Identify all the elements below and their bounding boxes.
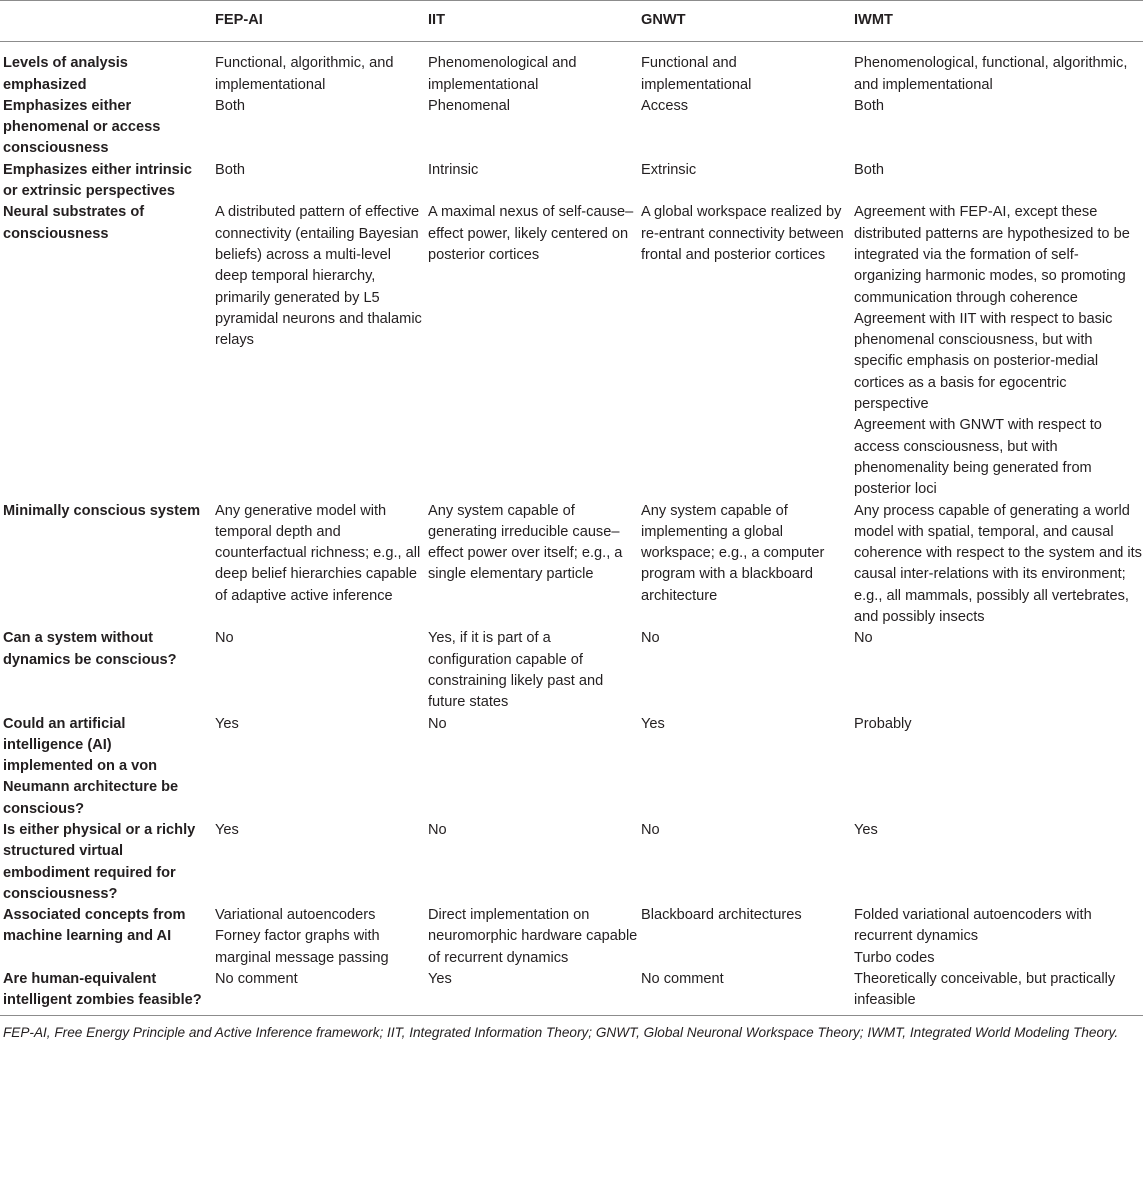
cell-gnwt [638, 202, 851, 500]
cell-fep-ai [212, 96, 425, 160]
table-header [0, 1, 1143, 42]
cell-iit [425, 628, 638, 713]
cell-fep-ai [212, 820, 425, 905]
cell-iit [425, 42, 638, 96]
cell-iwmt [851, 969, 1143, 1015]
cell-text: Functional, algorithmic, and implementational [215, 55, 394, 93]
cell-text: No [215, 630, 234, 647]
cell-iwmt [851, 42, 1143, 96]
cell-gnwt [638, 820, 851, 905]
cell-iit [425, 96, 638, 160]
header-row [0, 1, 1143, 42]
row-label: Emphasizes either phenomenal or access consciousness [3, 97, 161, 157]
cell-text: Yes [215, 821, 239, 838]
row-label: Is either physical or a richly structured virtual embodiment required for consciousness? [3, 821, 196, 902]
table-row [0, 628, 1143, 713]
cell-text: Both [854, 97, 885, 114]
row-label: Neural substrates of consciousness [3, 204, 145, 242]
cell-text: Yes [854, 821, 878, 838]
table-row [0, 42, 1143, 96]
cell-fep-ai [212, 42, 425, 96]
header-cell-iwmt: IWMT [851, 1, 1143, 42]
cell-text: Phenomenological, functional, algorithmic, and implementational [854, 55, 1128, 93]
cell-text: Probably [854, 715, 912, 732]
row-label: Can a system without dynamics be conscious? [3, 630, 177, 668]
cell-text: No [641, 630, 660, 647]
table-row [0, 202, 1143, 500]
cell-text: Yes, if it is part of a configuration capable of constraining likely past and future states [428, 630, 604, 711]
cell-iit [425, 905, 638, 969]
cell-text: A global workspace realized by re-entrant connectivity between frontal and posterior cortices [641, 204, 844, 263]
cell-gnwt [638, 96, 851, 160]
cell-text: Any system capable of implementing a global workspace; e.g., a computer program with a blackboard architecture [641, 502, 825, 604]
cell-fep-ai [212, 160, 425, 203]
table-row [0, 905, 1143, 969]
header-cell-fep-ai: FEP-AI [212, 1, 425, 42]
cell-gnwt [638, 628, 851, 713]
cell-text: No [641, 821, 660, 838]
cell-gnwt [638, 714, 851, 820]
cell-text: Both [215, 97, 246, 114]
header-cell-gnwt: GNWT [638, 1, 851, 42]
cell-text: Blackboard architectures [641, 907, 802, 924]
cell-iwmt [851, 628, 1143, 713]
cell-text: Phenomenological and implementational [428, 55, 577, 93]
cell-text: Yes [641, 715, 665, 732]
table-row [0, 820, 1143, 905]
cell-text: No [428, 821, 447, 838]
cell-text: Agreement with GNWT with respect to access consciousness, but with phenomenality being generated from posterior loci [854, 417, 1102, 498]
cell-fep-ai [212, 628, 425, 713]
table-row [0, 96, 1143, 160]
cell-text: Folded variational autoencoders with recurrent dynamics [854, 907, 1092, 945]
cell-iit [425, 160, 638, 203]
cell-fep-ai [212, 969, 425, 1015]
cell-iwmt [851, 820, 1143, 905]
cell-text: Functional and implementational [641, 55, 752, 93]
cell-iwmt [851, 501, 1143, 629]
cell-text: Forney factor graphs with marginal message passing [215, 928, 389, 966]
cell-iwmt [851, 905, 1143, 969]
row-label: Associated concepts from machine learning and AI [3, 907, 186, 945]
cell-text: Access [641, 97, 689, 114]
cell-fep-ai [212, 501, 425, 629]
header-cell-iit: IIT [425, 1, 638, 42]
cell-text: Yes [215, 715, 239, 732]
cell-iwmt [851, 714, 1143, 820]
cell-text: Any process capable of generating a world model with spatial, temporal, and causal coherence with respect to the system and its causal inter-relations with its environment; e.g., all mammals, possibly all vertebrates, and possibly insects [854, 502, 1142, 626]
cell-gnwt [638, 160, 851, 203]
cell-iit [425, 714, 638, 820]
row-label: Could an artificial intelligence (AI) implemented on a von Neumann architecture be conscious? [3, 715, 179, 817]
row-label: Emphasizes either intrinsic or extrinsic perspectives [3, 161, 192, 200]
cell-iit [425, 501, 638, 629]
cell-fep-ai [212, 202, 425, 500]
cell-fep-ai [212, 714, 425, 820]
cell-text: A distributed pattern of effective connectivity (entailing Bayesian beliefs) across a multi-level deep temporal hierarchy, primarily generated by L5 pyramidal neurons and thalamic relays [215, 204, 422, 349]
cell-text: Agreement with FEP-AI, except these distributed patterns are hypothesized to be integrated via the formation of self-organizing harmonic modes, so promoting communication through coherence [854, 204, 1130, 306]
cell-text: Agreement with IIT with respect to basic phenomenal consciousness, but with specific emphasis on posterior-medial cortices as a basis for egocentric perspective [854, 310, 1113, 413]
cell-iit [425, 202, 638, 500]
cell-text: No [854, 630, 873, 647]
cell-text: Extrinsic [641, 161, 697, 178]
cell-text: Variational autoencoders [215, 907, 376, 924]
cell-text: Phenomenal [428, 97, 510, 114]
cell-text: Theoretically conceivable, but practically infeasible [854, 971, 1116, 1009]
cell-text: Direct implementation on neuromorphic hardware capable of recurrent dynamics [428, 907, 638, 966]
cell-gnwt [638, 905, 851, 969]
cell-text: Both [854, 161, 885, 178]
cell-iwmt [851, 160, 1143, 203]
cell-text: A maximal nexus of self-cause–effect power, likely centered on posterior cortices [428, 204, 634, 263]
cell-iwmt [851, 202, 1143, 500]
cell-text: No [428, 715, 447, 732]
table-row [0, 714, 1143, 820]
table-row [0, 160, 1143, 203]
row-label: Minimally conscious system [3, 502, 201, 519]
table-footnote: FEP-AI, Free Energy Principle and Active Inference framework; IIT, Integrated Information Theory; GNWT, Global Neuronal Workspace Theory; IWMT, Integrated World Modeling Theory. [3, 1024, 1119, 1040]
cell-gnwt [638, 969, 851, 1015]
cell-iit [425, 820, 638, 905]
cell-text: Intrinsic [428, 161, 479, 178]
cell-text: Turbo codes [854, 949, 935, 966]
cell-text: No comment [215, 971, 298, 988]
cell-text: Any generative model with temporal depth and counterfactual richness; e.g., all deep belief hierarchies capable of adaptive active inference [215, 502, 421, 604]
cell-iwmt [851, 96, 1143, 160]
cell-gnwt [638, 42, 851, 96]
cell-fep-ai [212, 905, 425, 969]
cell-text: No comment [641, 971, 724, 988]
cell-text: Both [215, 161, 246, 178]
table-row [0, 969, 1143, 1015]
table-row [0, 501, 1143, 629]
cell-text: Any system capable of generating irreducible cause–effect power over itself; e.g., a single elementary particle [428, 502, 623, 583]
cell-gnwt [638, 501, 851, 629]
row-label: Levels of analysis emphasized [3, 55, 128, 93]
row-label: Are human-equivalent intelligent zombies feasible? [3, 971, 202, 1009]
cell-iit [425, 969, 638, 1015]
header-cell-empty [0, 1, 212, 42]
cell-text: Yes [428, 971, 452, 988]
table-body [0, 42, 1143, 1015]
